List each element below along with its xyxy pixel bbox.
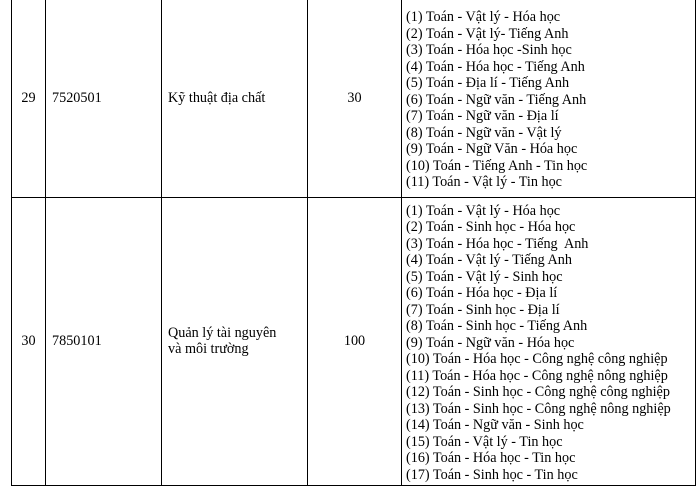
major-code: 7520501 bbox=[46, 0, 162, 197]
combo-item: (13) Toán - Sinh học - Công nghệ nông nghiệp bbox=[406, 400, 671, 417]
subject-combinations bbox=[402, 0, 696, 197]
quota: 30 bbox=[308, 0, 402, 197]
combo-item: (8) Toán - Sinh học - Tiếng Anh bbox=[406, 318, 588, 334]
combo-item: (4) Toán - Vật lý - Tiếng Anh bbox=[406, 252, 572, 268]
combo-item: (7) Toán - Sinh học - Địa lí bbox=[406, 301, 560, 318]
major-name-line: Quản lý tài nguyên bbox=[168, 324, 277, 341]
combo-item: (17) Toán - Sinh học - Tin học bbox=[406, 466, 578, 483]
major-code: 7850101 bbox=[46, 197, 162, 486]
combo-item: (3) Toán - Hóa học -Sinh học bbox=[406, 42, 572, 58]
combo-item: (14) Toán - Ngữ văn - Sinh học bbox=[406, 417, 584, 433]
combo-item: (9) Toán - Ngữ Văn - Hóa học bbox=[406, 141, 578, 157]
combo-item: (3) Toán - Hóa học - Tiếng Anh bbox=[406, 235, 589, 252]
combo-item: (4) Toán - Hóa học - Tiếng Anh bbox=[406, 58, 585, 75]
combo-item: (12) Toán - Sinh học - Công nghệ công nghiệp bbox=[406, 384, 670, 400]
combo-item: (1) Toán - Vật lý - Hóa học bbox=[406, 202, 561, 219]
combo-item: (10) Toán - Tiếng Anh - Tin học bbox=[406, 157, 588, 174]
combo-item: (5) Toán - Vật lý - Sinh học bbox=[406, 268, 563, 285]
combo-item: (2) Toán - Sinh học - Hóa học bbox=[406, 219, 576, 235]
row-number: 30 bbox=[12, 197, 46, 486]
major-name: Kỹ thuật địa chất bbox=[162, 0, 308, 197]
subject-combinations bbox=[402, 197, 696, 486]
combo-item: (7) Toán - Ngữ văn - Địa lí bbox=[406, 108, 559, 124]
quota: 100 bbox=[308, 197, 402, 486]
combo-item: (1) Toán - Vật lý - Hóa học bbox=[406, 9, 561, 25]
table-row bbox=[12, 197, 696, 486]
admissions-table bbox=[11, 0, 696, 486]
combo-item: (5) Toán - Địa lí - Tiếng Anh bbox=[406, 75, 570, 91]
major-name bbox=[162, 197, 308, 486]
combo-item: (16) Toán - Hóa học - Tin học bbox=[406, 450, 576, 466]
combo-item: (11) Toán - Hóa học - Công nghệ nông nghiệp bbox=[406, 367, 668, 384]
combo-item: (6) Toán - Hóa học - Địa lí bbox=[406, 285, 558, 301]
combo-item: (10) Toán - Hóa học - Công nghệ công nghiệp bbox=[406, 351, 668, 367]
combo-item: (15) Toán - Vật lý - Tin học bbox=[406, 433, 563, 450]
combo-item: (9) Toán - Ngữ văn - Hóa học bbox=[406, 334, 575, 351]
combo-item: (8) Toán - Ngữ văn - Vật lý bbox=[406, 124, 562, 141]
combo-item: (2) Toán - Vật lý- Tiếng Anh bbox=[406, 25, 569, 42]
combo-item: (11) Toán - Vật lý - Tin học bbox=[406, 174, 562, 190]
combo-item: (6) Toán - Ngữ văn - Tiếng Anh bbox=[406, 91, 587, 108]
row-number: 29 bbox=[12, 0, 46, 197]
major-name-line: và môi trường bbox=[168, 341, 249, 358]
table-row bbox=[12, 0, 696, 197]
